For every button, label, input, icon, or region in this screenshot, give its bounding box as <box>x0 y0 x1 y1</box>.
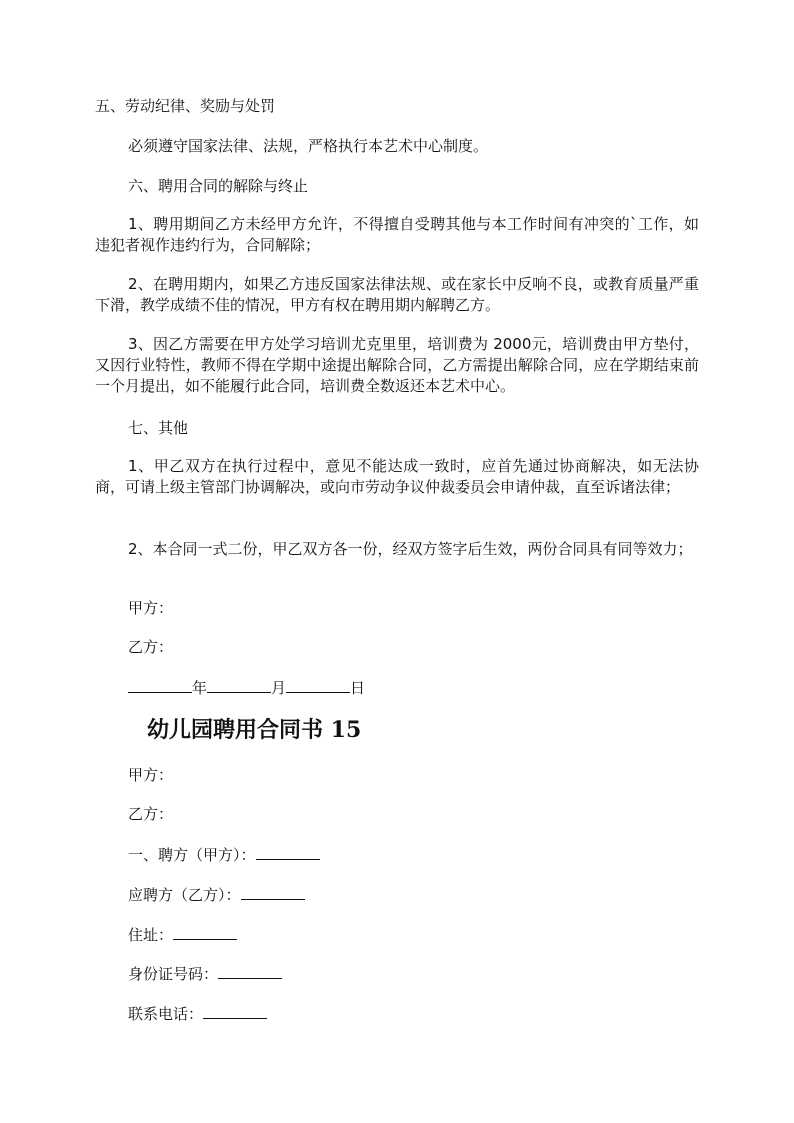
contract-15-title: 幼儿园聘用合同书 15 <box>147 717 362 743</box>
signature-party-b: 乙方： <box>128 638 174 656</box>
id-number-blank <box>218 962 282 979</box>
employer-field <box>128 843 738 866</box>
address-field <box>128 923 738 946</box>
phone-field <box>128 1002 738 1025</box>
address-blank <box>173 923 237 940</box>
id-number-label: 身份证号码： <box>128 965 219 983</box>
section-six-clause-1: 1、聘用期间乙方未经甲方允许，不得擅自受聘其他与本工作时间有冲突的`工作，如违犯者视作违约行为，合同解除； <box>95 215 699 254</box>
section-six-heading: 六、聘用合同的解除与终止 <box>128 177 309 195</box>
contract-15-party-b: 乙方： <box>128 805 174 823</box>
month-label: 月 <box>271 679 287 697</box>
contract-15-party-a: 甲方： <box>128 766 174 784</box>
day-blank <box>286 676 350 693</box>
employer-blank <box>256 843 320 860</box>
signature-party-a: 甲方： <box>128 599 174 617</box>
address-label: 住址： <box>128 926 174 944</box>
employer-label: 一、聘方（甲方）： <box>128 846 256 864</box>
signature-date-line <box>128 676 738 699</box>
employee-label: 应聘方（乙方）： <box>128 886 241 904</box>
year-blank <box>128 676 192 693</box>
month-blank <box>207 676 271 693</box>
employee-blank <box>241 883 305 900</box>
id-number-field <box>128 962 738 985</box>
year-label: 年 <box>192 679 208 697</box>
phone-label: 联系电话： <box>128 1005 204 1023</box>
section-seven-clause-1: 1、甲乙双方在执行过程中，意见不能达成一致时，应首先通过协商解决，如无法协商，可请上级主管部门协调解决，或向市劳动争议仲裁委员会申请仲裁，直至诉诸法律； <box>95 457 699 496</box>
section-seven-heading: 七、其他 <box>128 419 189 437</box>
employee-field <box>128 883 738 906</box>
day-label: 日 <box>350 679 366 697</box>
section-five-heading: 五、劳动纪律、奖励与处罚 <box>95 97 276 115</box>
section-six-clause-2: 2、在聘用期内，如果乙方违反国家法律法规、或在家长中反响不良，或教育质量严重下滑，教学成绩不佳的情况，甲方有权在聘用期内解聘乙方。 <box>95 275 699 314</box>
phone-blank <box>203 1002 267 1019</box>
section-six-clause-3: 3、因乙方需要在甲方处学习培训尤克里里，培训费为 2000元，培训费由甲方垫付，又因行业特性，教师不得在学期中途提出解除合同，乙方需提出解除合同，应在学期结束前一个月提出，如不能履行此合同，培训费全数返还本艺术中心。 <box>95 335 699 395</box>
section-five-body: 必须遵守国家法律、法规，严格执行本艺术中心制度。 <box>128 137 489 155</box>
section-seven-clause-2: 2、本合同一式二份，甲乙双方各一份，经双方签字后生效，两份合同具有同等效力； <box>128 540 693 558</box>
